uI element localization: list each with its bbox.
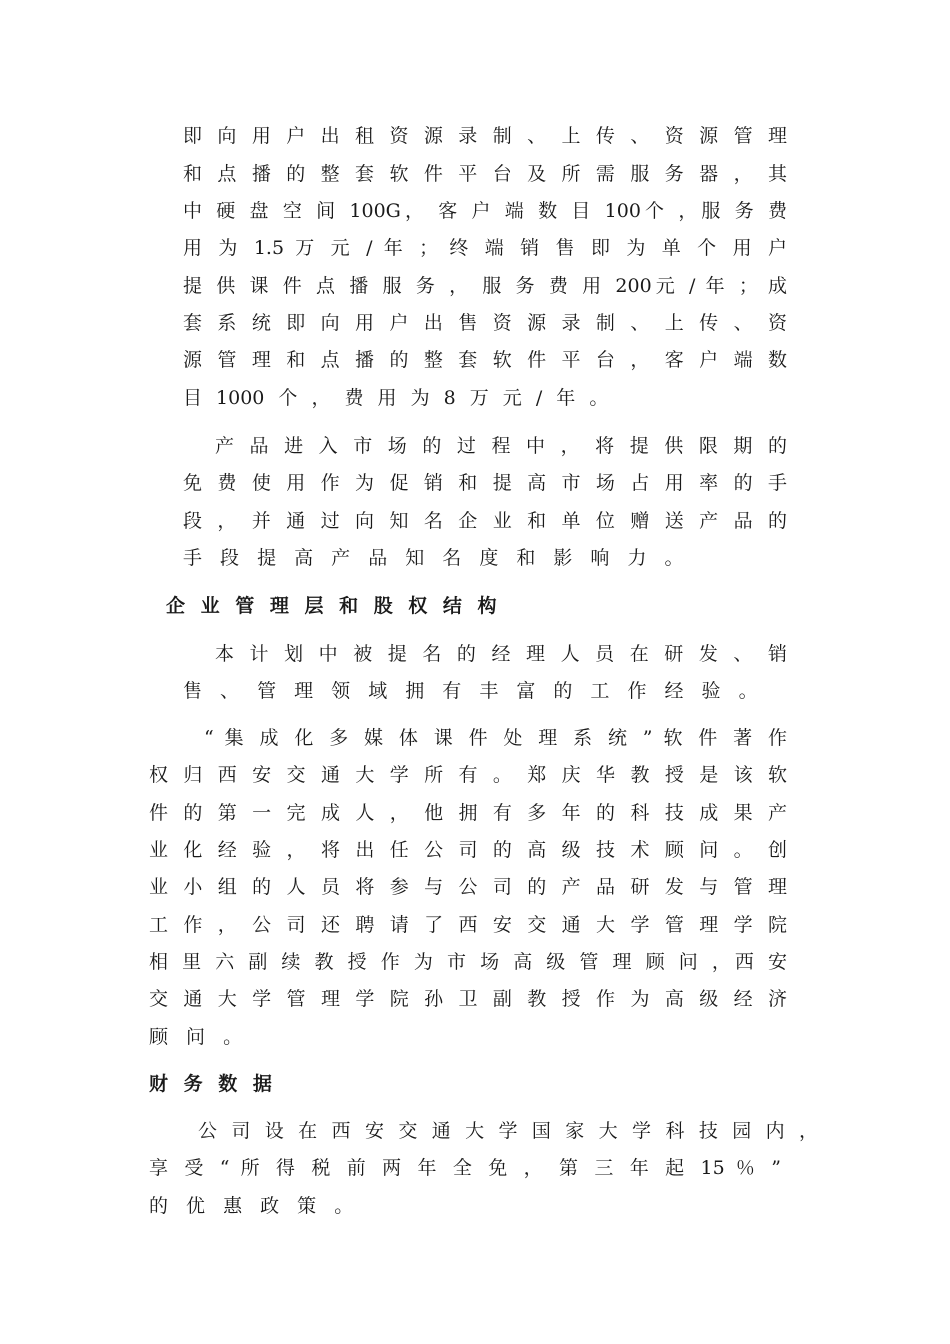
- text-line: 公 司 设 在 西 安 交 通 大 学 国 家 大 学 科 技 园 内 ，: [198, 1120, 818, 1142]
- text-line: 工 作 ， 公 司 还 聘 请 了 西 安 交 通 大 学 管 理 学 院: [149, 914, 787, 936]
- text-line: 件 的 第 一 完 成 人 ， 他 拥 有 多 年 的 科 技 成 果 产: [149, 802, 787, 824]
- text-line: 套 系 统 即 向 用 户 出 售 资 源 录 制 、 上 传 、 资: [183, 312, 787, 334]
- text-line: 中 硬 盘 空 间 100G， 客 户 端 数 目 100个 ，服 务 费: [183, 200, 787, 222]
- text-line: 段 ， 并 通 过 向 知 名 企 业 和 单 位 赠 送 产 品 的: [183, 510, 787, 532]
- text-line: 手 段 提 高 产 品 知 名 度 和 影 响 力 。: [183, 547, 684, 569]
- text-line: 业 化 经 验 ， 将 出 任 公 司 的 高 级 技 术 顾 问 。 创: [149, 839, 787, 861]
- text-line: 交 通 大 学 管 理 学 院 孙 卫 副 教 授 作 为 高 级 经 济: [149, 988, 787, 1010]
- text-line: 用 为 1.5 万 元 / 年 ； 终 端 销 售 即 为 单 个 用 户: [183, 237, 787, 259]
- text-line: 产 品 进 入 市 场 的 过 程 中 ， 将 提 供 限 期 的: [215, 435, 787, 457]
- section-heading-financial: 财 务 数 据: [149, 1073, 272, 1095]
- text-line: 相 里 六 副 续 教 授 作 为 市 场 高 级 管 理 顾 问 ，西 安: [149, 951, 787, 973]
- text-line: 即 向 用 户 出 租 资 源 录 制 、 上 传 、 资 源 管 理: [183, 125, 787, 147]
- text-line: 源 管 理 和 点 播 的 整 套 软 件 平 台 ， 客 户 端 数: [183, 349, 787, 371]
- section-heading-management: 企 业 管 理 层 和 股 权 结 构: [166, 595, 497, 617]
- text-line: 提 供 课 件 点 播 服 务 ， 服 务 费 用 200元 / 年 ； 成: [183, 275, 787, 297]
- text-line: 权 归 西 安 交 通 大 学 所 有 。 郑 庆 华 教 授 是 该 软: [149, 764, 787, 786]
- text-line: 免 费 使 用 作 为 促 销 和 提 高 市 场 占 用 率 的 手: [183, 472, 787, 494]
- text-line: 顾 问 。: [149, 1026, 243, 1048]
- text-line: 售 、 管 理 领 域 拥 有 丰 富 的 工 作 经 验 。: [183, 680, 758, 702]
- text-line: 和 点 播 的 整 套 软 件 平 台 及 所 需 服 务 器 ， 其: [183, 163, 787, 185]
- text-line: “ 集 成 化 多 媒 体 课 件 处 理 系 统 ” 软 件 著 作: [204, 727, 787, 749]
- text-line: 的 优 惠 政 策 。: [149, 1195, 354, 1217]
- text-line: 本 计 划 中 被 提 名 的 经 理 人 员 在 研 发 、 销: [215, 643, 787, 665]
- text-line: 享 受 “ 所 得 税 前 两 年 全 免 ， 第 三 年 起 15 ％ ”: [149, 1157, 781, 1179]
- text-line: 目 1000 个 ， 费 用 为 8 万 元 / 年 。: [183, 387, 609, 409]
- text-line: 业 小 组 的 人 员 将 参 与 公 司 的 产 品 研 发 与 管 理: [149, 876, 787, 898]
